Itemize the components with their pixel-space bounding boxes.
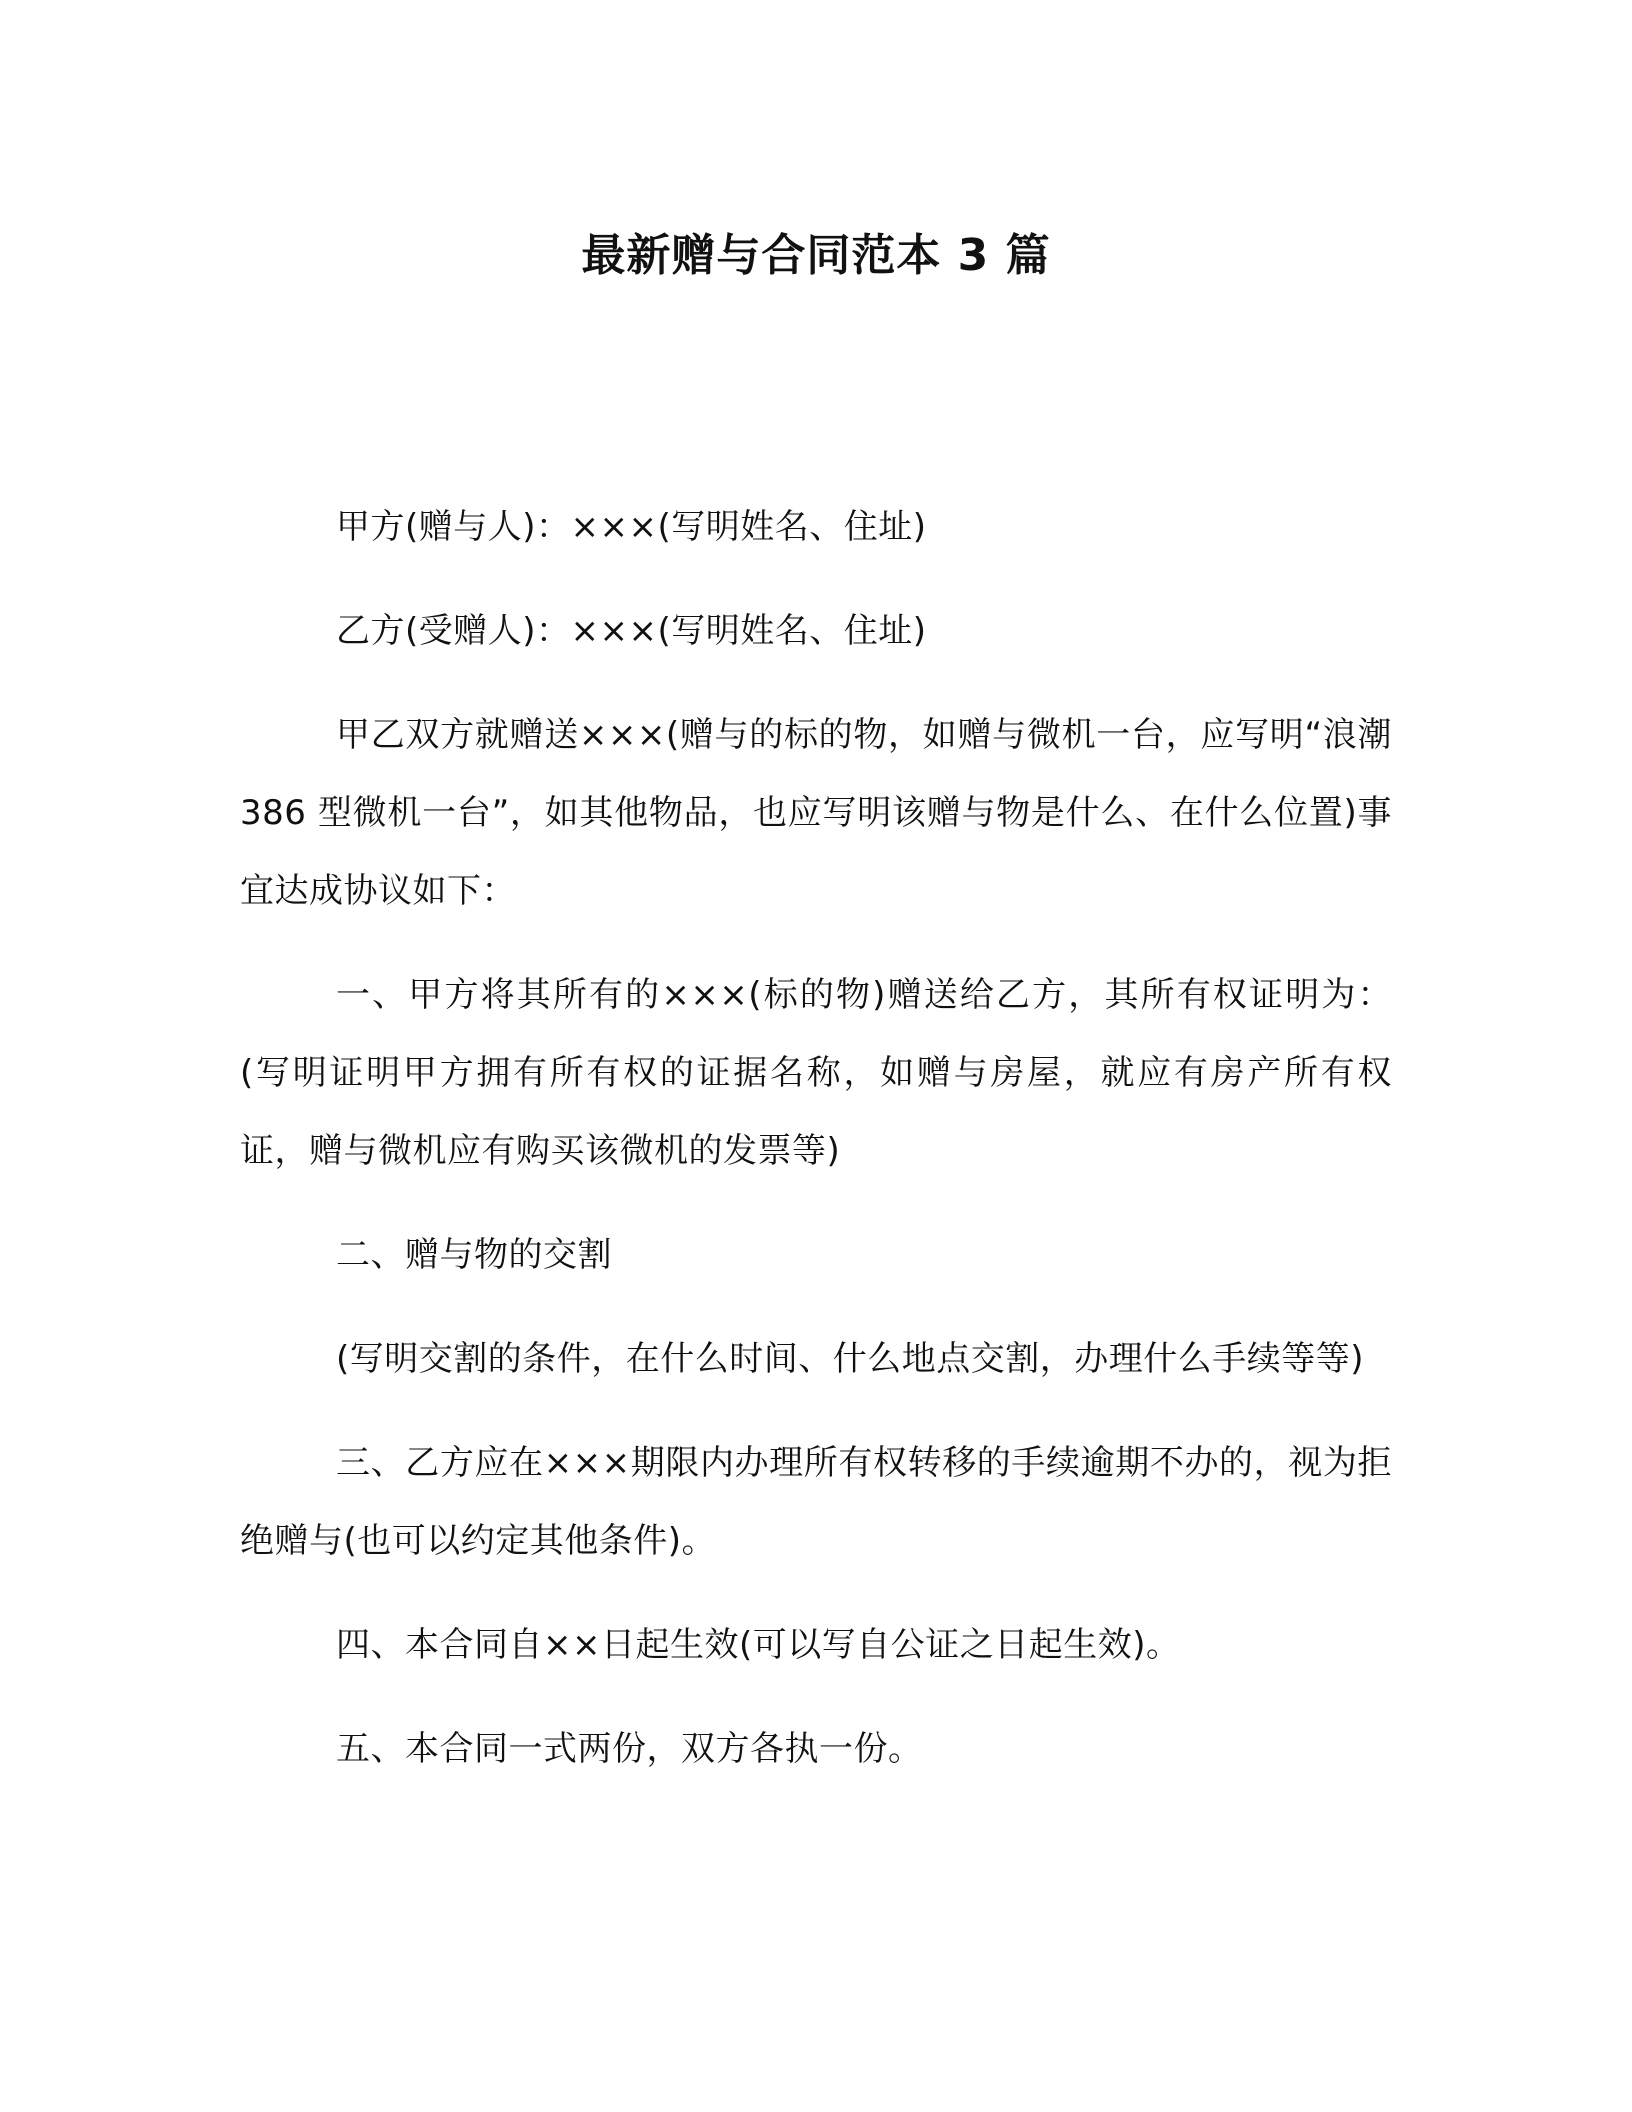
- clause-five: 五、本合同一式两份，双方各执一份。: [336, 1729, 923, 1769]
- clause-two-heading: 二、赠与物的交割: [336, 1235, 612, 1275]
- clause-two-detail: (写明交割的条件，在什么时间、什么地点交割，办理什么手续等等): [336, 1339, 1365, 1379]
- clause-four: 四、本合同自××日起生效(可以写自公证之日起生效)。: [336, 1625, 1181, 1665]
- document-title: 最新赠与合同范本 3 篇: [581, 230, 1051, 281]
- party-a-line: 甲方(赠与人)：×××(写明姓名、住址): [336, 507, 927, 547]
- clause-one: 一、甲方将其所有的×××(标的物)赠送给乙方，其所有权证明为：(写明证明甲方拥有所有权的证据名称，如赠与房屋，就应有房产所有权证，赠与微机应有购买该微机的发票等): [240, 975, 1392, 1171]
- party-b-line: 乙方(受赠人)：×××(写明姓名、住址): [336, 611, 927, 651]
- clause-three: 三、乙方应在×××期限内办理所有权转移的手续逾期不办的，视为拒绝赠与(也可以约定其他条件)。: [240, 1443, 1392, 1561]
- document-body: [240, 488, 1392, 1814]
- agreement-preamble: 甲乙双方就赠送×××(赠与的标的物，如赠与微机一台，应写明“浪潮 386 型微机一台”，如其他物品，也应写明该赠与物是什么、在什么位置)事宜达成协议如下：: [240, 715, 1392, 911]
